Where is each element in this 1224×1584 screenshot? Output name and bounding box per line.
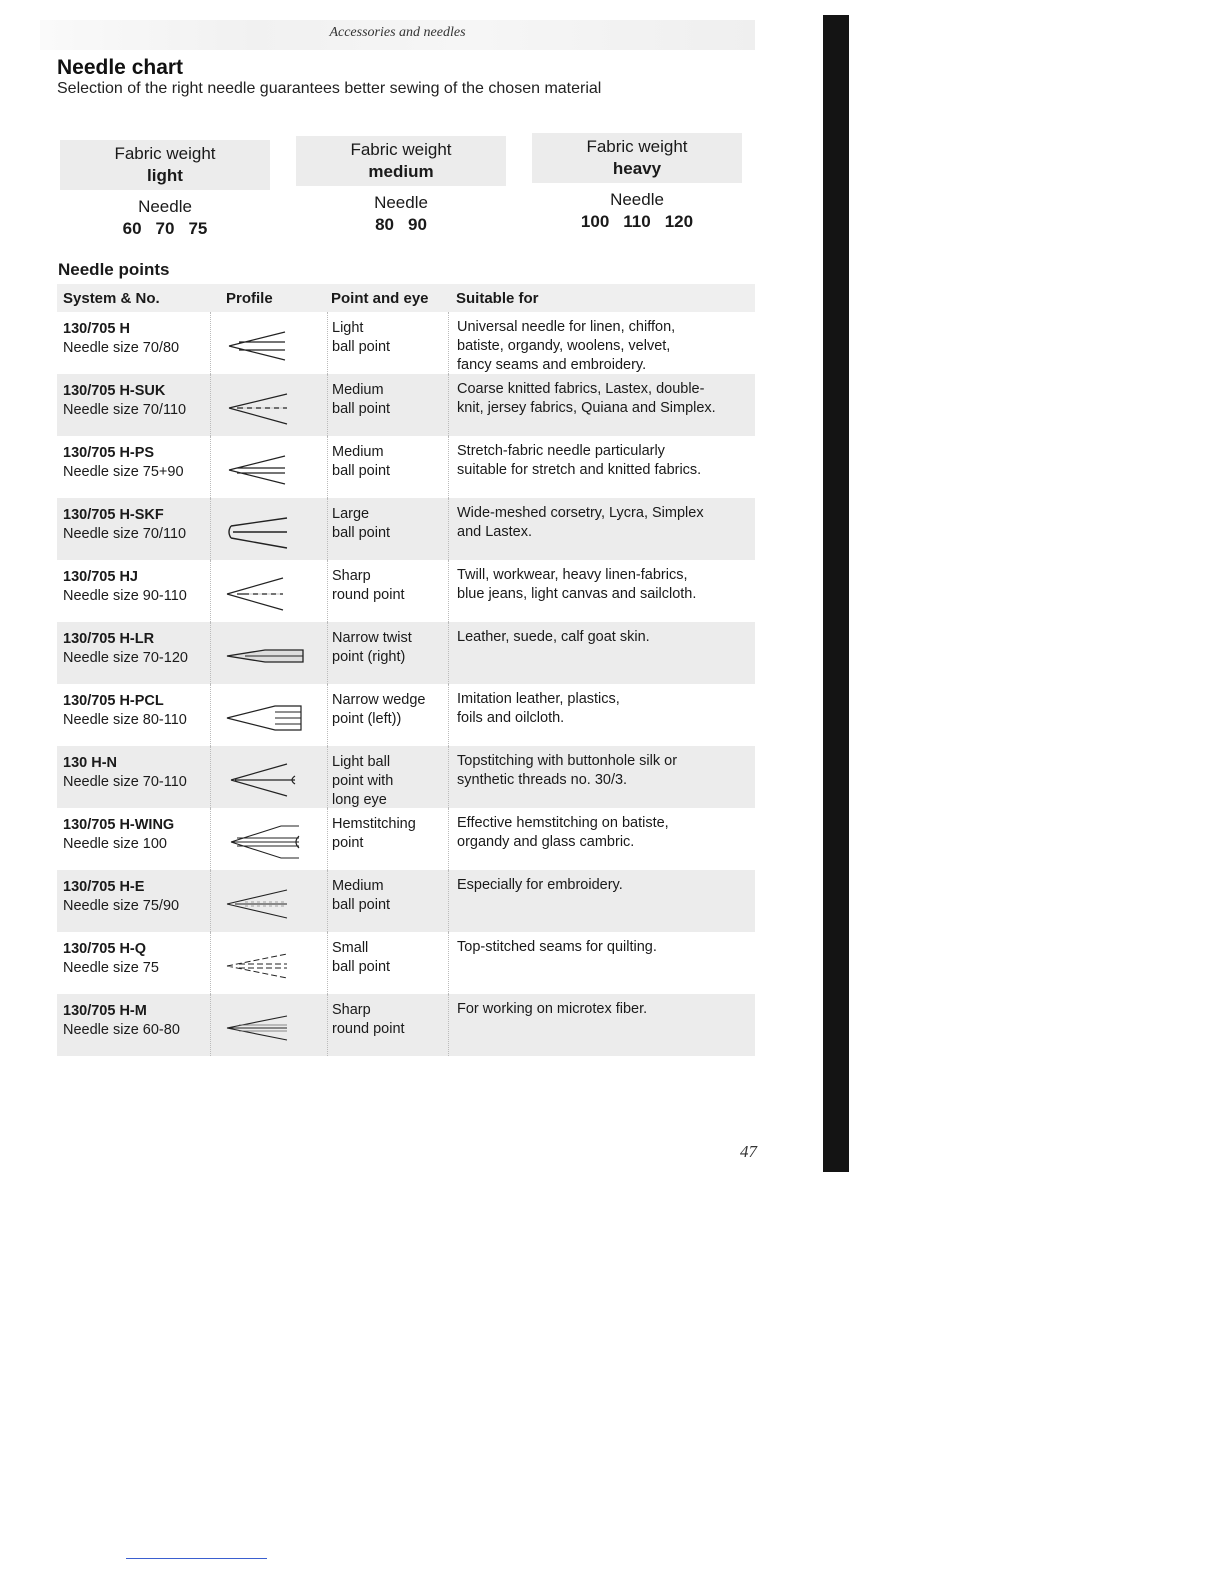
point-cell	[327, 498, 448, 560]
column-header: System & No.	[63, 289, 160, 307]
system-number: 130/705 H-M	[63, 1003, 147, 1019]
point-cell	[327, 684, 448, 746]
needle-size: 75	[188, 219, 208, 238]
point-line: Narrow wedge	[332, 692, 426, 708]
point-cell	[327, 994, 448, 1056]
table-row	[57, 374, 755, 436]
system-cell	[57, 312, 210, 374]
profile-cell	[210, 870, 327, 932]
system-cell	[57, 498, 210, 560]
column-header: Suitable for	[456, 289, 539, 307]
suitable-line: knit, jersey fabrics, Quiana and Simplex.	[457, 400, 716, 416]
system-cell	[57, 684, 210, 746]
fabric-weight-name: heavy	[612, 159, 662, 178]
needle-size: Needle size 75+90	[63, 464, 184, 480]
suitable-line: Universal needle for linen, chiffon,	[457, 319, 676, 335]
suitable-line: Especially for embroidery.	[457, 877, 623, 893]
system-number: 130/705 H-WING	[63, 817, 175, 833]
point-line: ball point	[332, 897, 391, 913]
needle-size: Needle size 60-80	[63, 1022, 180, 1038]
point-line: point	[332, 835, 364, 851]
needle-sizes	[296, 214, 506, 236]
fabric-weight-name: medium	[368, 162, 434, 181]
needle-label: Needle	[374, 193, 428, 212]
needle-size: Needle size 70/110	[63, 526, 187, 542]
point-line: Medium	[332, 382, 384, 398]
needle-profile-icon	[225, 448, 309, 492]
system-cell	[57, 808, 210, 870]
needle-label: Needle	[138, 197, 192, 216]
needle-profile-icon	[225, 510, 309, 554]
profile-cell	[210, 684, 327, 746]
table-row	[57, 746, 755, 808]
column-header: Point and eye	[331, 289, 429, 307]
suitable-cell	[448, 436, 755, 498]
suitable-line: Effective hemstitching on batiste,	[457, 815, 669, 831]
profile-cell	[210, 312, 327, 374]
suitable-line: batiste, organdy, woolens, velvet,	[457, 338, 671, 354]
suitable-line: Imitation leather, plastics,	[457, 691, 620, 707]
system-number: 130/705 H-Q	[63, 941, 147, 957]
point-cell	[327, 746, 448, 808]
table-row	[57, 498, 755, 560]
needle-size: Needle size 80-110	[63, 712, 187, 728]
system-number: 130/705 H-SKF	[63, 507, 164, 523]
needle-size: Needle size 70/110	[63, 402, 187, 418]
fabric-weight-label: Fabric weight	[350, 140, 452, 159]
point-line: round point	[332, 1021, 405, 1037]
point-line: Sharp	[332, 1002, 371, 1018]
table-row	[57, 560, 755, 622]
needle-sizes	[532, 211, 742, 233]
point-line: point (left))	[332, 711, 402, 727]
point-line: Large	[332, 506, 370, 522]
needle-profile-icon	[225, 820, 309, 864]
point-line: Narrow twist	[332, 630, 412, 646]
point-line: Sharp	[332, 568, 371, 584]
suitable-line: Coarse knitted fabrics, Lastex, double-	[457, 381, 705, 397]
needle-size: 70	[155, 219, 175, 238]
suitable-cell	[448, 560, 755, 622]
profile-cell	[210, 560, 327, 622]
suitable-line: foils and oilcloth.	[457, 710, 565, 726]
suitable-line: Leather, suede, calf goat skin.	[457, 629, 650, 645]
system-number: 130/705 H-SUK	[63, 383, 166, 399]
suitable-cell	[448, 498, 755, 560]
point-cell	[327, 870, 448, 932]
page-number: 47	[740, 1142, 757, 1161]
profile-cell	[210, 622, 327, 684]
suitable-line: organdy and glass cambric.	[457, 834, 635, 850]
running-head: Accessories and needles	[329, 25, 466, 40]
point-cell	[327, 932, 448, 994]
needle-size: 110	[623, 212, 651, 231]
suitable-line: synthetic threads no. 30/3.	[457, 772, 628, 788]
point-line: long eye	[332, 792, 387, 808]
table-row	[57, 870, 755, 932]
needle-label: Needle	[610, 190, 664, 209]
suitable-line: Topstitching with buttonhole silk or	[457, 753, 678, 769]
profile-cell	[210, 932, 327, 994]
fabric-weight-name: light	[147, 166, 183, 185]
fabric-weight-light	[60, 140, 270, 240]
profile-cell	[210, 808, 327, 870]
needle-size: Needle size 75/90	[63, 898, 180, 914]
point-line: Hemstitching	[332, 816, 416, 832]
system-cell	[57, 932, 210, 994]
system-number: 130/705 H	[63, 321, 130, 337]
point-cell	[327, 374, 448, 436]
fabric-weight-label: Fabric weight	[114, 144, 216, 163]
table-row	[57, 312, 755, 374]
needle-size: Needle size 75	[63, 960, 159, 976]
needle-size: 120	[664, 212, 694, 231]
table-row	[57, 684, 755, 746]
suitable-line: For working on microtex fiber.	[457, 1001, 648, 1017]
point-cell	[327, 436, 448, 498]
needle-profile-icon	[225, 944, 309, 988]
suitable-cell	[448, 684, 755, 746]
needle-profile-icon	[225, 386, 309, 430]
suitable-cell	[448, 870, 755, 932]
table-body	[57, 312, 755, 1056]
point-line: ball point	[332, 525, 391, 541]
system-number: 130/705 H-LR	[63, 631, 155, 647]
fabric-weight-medium	[296, 136, 506, 236]
system-cell	[57, 436, 210, 498]
suitable-line: fancy seams and embroidery.	[457, 357, 647, 373]
point-line: ball point	[332, 339, 391, 355]
suitable-cell	[448, 808, 755, 870]
suitable-line: Stretch-fabric needle particularly	[457, 443, 665, 459]
table-row	[57, 622, 755, 684]
suitable-cell	[448, 374, 755, 436]
suitable-line: blue jeans, light canvas and sailcloth.	[457, 586, 697, 602]
point-line: Light	[332, 320, 364, 336]
system-cell	[57, 746, 210, 808]
suitable-line: Twill, workwear, heavy linen-fabrics,	[457, 567, 688, 583]
table-row	[57, 932, 755, 994]
table-row	[57, 436, 755, 498]
suitable-line: suitable for stretch and knitted fabrics.	[457, 462, 702, 478]
needle-profile-icon	[225, 634, 309, 678]
profile-cell	[210, 746, 327, 808]
page-subtitle: Selection of the right needle guarantees better sewing of the chosen material	[57, 80, 602, 97]
point-line: ball point	[332, 959, 391, 975]
suitable-cell	[448, 622, 755, 684]
suitable-cell	[448, 932, 755, 994]
profile-cell	[210, 436, 327, 498]
table-row	[57, 994, 755, 1056]
suitable-line: Wide-meshed corsetry, Lycra, Simplex	[457, 505, 704, 521]
point-line: Light ball	[332, 754, 391, 770]
needle-profile-icon	[225, 324, 309, 368]
point-cell	[327, 808, 448, 870]
page-title: Needle chart	[57, 56, 184, 79]
point-cell	[327, 312, 448, 374]
system-cell	[57, 374, 210, 436]
fabric-weight-label: Fabric weight	[586, 137, 688, 156]
needle-size: 80	[375, 215, 394, 234]
page-edge-bar	[823, 15, 849, 1172]
point-line: Medium	[332, 444, 384, 460]
suitable-cell	[448, 312, 755, 374]
needle-profile-icon	[225, 696, 309, 740]
column-header: Profile	[226, 289, 273, 307]
needle-points-title: Needle points	[58, 260, 170, 279]
needle-size: Needle size 100	[63, 836, 167, 852]
system-cell	[57, 994, 210, 1056]
point-cell	[327, 560, 448, 622]
table-header	[57, 284, 755, 312]
needle-profile-icon	[225, 572, 309, 616]
system-number: 130 H-N	[63, 755, 117, 771]
suitable-cell	[448, 994, 755, 1056]
system-cell	[57, 560, 210, 622]
needle-size: 90	[408, 215, 427, 234]
needle-profile-icon	[225, 882, 309, 926]
point-line: Small	[332, 940, 369, 956]
suitable-line: and Lastex.	[457, 524, 532, 540]
needle-size: 60	[122, 219, 142, 238]
point-line: Medium	[332, 878, 384, 894]
point-line: point with	[332, 773, 394, 789]
point-cell	[327, 622, 448, 684]
system-number: 130/705 H-PS	[63, 445, 155, 461]
system-number: 130/705 HJ	[63, 569, 138, 585]
needle-size: Needle size 70/80	[63, 340, 180, 356]
profile-cell	[210, 498, 327, 560]
suitable-line: Top-stitched seams for quilting.	[457, 939, 657, 955]
needle-profile-icon	[225, 1006, 309, 1050]
needle-size: Needle size 90-110	[63, 588, 187, 604]
needle-size: Needle size 70-120	[63, 650, 188, 666]
profile-cell	[210, 994, 327, 1056]
system-cell	[57, 622, 210, 684]
suitable-cell	[448, 746, 755, 808]
system-number: 130/705 H-PCL	[63, 693, 164, 709]
bottom-rule	[126, 1558, 267, 1559]
needle-profile-icon	[225, 758, 309, 802]
point-line: ball point	[332, 401, 391, 417]
fabric-weight-heavy	[532, 133, 742, 233]
profile-cell	[210, 374, 327, 436]
needle-sizes	[60, 218, 270, 240]
point-line: ball point	[332, 463, 391, 479]
needle-points-table	[57, 284, 755, 1056]
system-cell	[57, 870, 210, 932]
system-number: 130/705 H-E	[63, 879, 145, 895]
point-line: round point	[332, 587, 405, 603]
needle-size: 100	[580, 212, 610, 231]
needle-size: Needle size 70-110	[63, 774, 187, 790]
table-row	[57, 808, 755, 870]
point-line: point (right)	[332, 649, 406, 665]
